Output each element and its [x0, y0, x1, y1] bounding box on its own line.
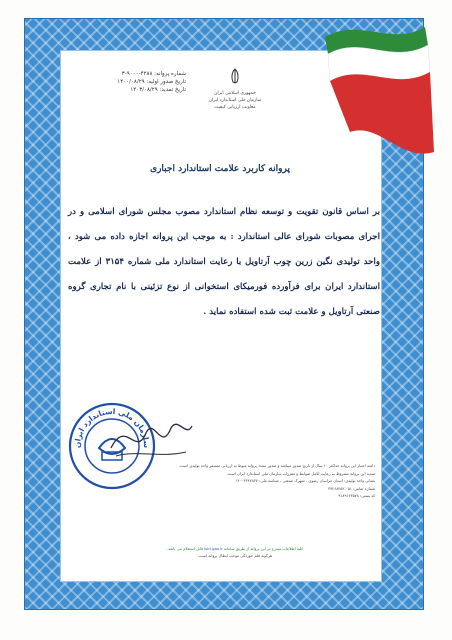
- bottom-note-text: هرگونه قلم خوردگی موجب ابطال پروانه است.: [197, 552, 273, 558]
- header-line: معاونت ارزیابی کیفیت: [214, 105, 256, 110]
- document-meta: [86, 70, 186, 94]
- bottom-note-text: کلیه اطلاعات مندرج در این پروانه از طریق سامانه: [223, 546, 304, 551]
- footer-line: دامنه اعتبار این پروانه حداکثر ۱۰ سال از تاریخ صدور میباشد و صدور مجدد پروانه منوط به ارزیابی مستمر واحد تولیدی است.: [178, 463, 375, 468]
- issue-date: تاریخ صدور اولیه: ۱۴۰۰/۰۸/۲۹: [117, 79, 186, 85]
- footer-line: نشانی واحد تولیدی: استان خراسان رضوی - شهرک صنعتی - شناسه ملی: ۱۴۰۰۴۳۴۷۸۳۷: [235, 478, 375, 483]
- bottom-note: [110, 546, 360, 559]
- seal-text: سازمان ملی استاندارد ایران: [72, 406, 152, 449]
- header-line: سازمان ملی استاندارد ایران: [208, 98, 262, 103]
- iran-emblem-icon: [228, 68, 242, 84]
- renewal-date: تاریخ تمدید: ۱۴۰۳/۰۸/۲۹: [130, 87, 186, 93]
- certificate-title: پروانه کاربرد علامت استاندارد اجباری: [150, 164, 290, 174]
- footer-line: تمدید این پروانه مشروط به رعایت کامل ضوابط و مقررات سازمان ملی استاندارد ایران است.: [226, 470, 375, 476]
- certificate-body-text: بر اساس قانون تقویت و توسعه نظام استاندارد مصوب مجلس شورای اسلامی و در اجرای مصوبات شورای عالی استاندارد : به موجب این پروانه اجازه داده می شود ، واحد تولیدی نگین زرین چوب آرتاویل با رعایت استاندارد ملی شماره ۳۱۵۴ از علامت استاندارد ایران برای فرآورده فورمیکای استخوانی از نوع تزئینی با نام تجاری گروه صنعتی آرتاویل و علامت ثبت شده استفاده نماید .: [68, 207, 380, 317]
- signature: [106, 408, 196, 468]
- issuer-header: [200, 90, 270, 111]
- footer-notes: [175, 462, 375, 500]
- footer-line: کد پستی: ۹۱۸۹۱۴۳۵۷۸: [338, 493, 375, 498]
- bottom-note-text: قابل استعلام می باشد.: [166, 546, 204, 551]
- iran-flag-ribbon-icon: [320, 12, 440, 162]
- serial-number: شماره پروانه: ۴۲۸۸-۹۰۰۰-۳: [121, 71, 186, 77]
- footer-line: شماره تماس: ۰۵۱-۳۷۲۶۸۴۵۲: [328, 485, 375, 491]
- verification-link[interactable]: isiri.gov.ir: [204, 546, 223, 551]
- header-line: جمهوری اسلامی ایران: [214, 91, 256, 96]
